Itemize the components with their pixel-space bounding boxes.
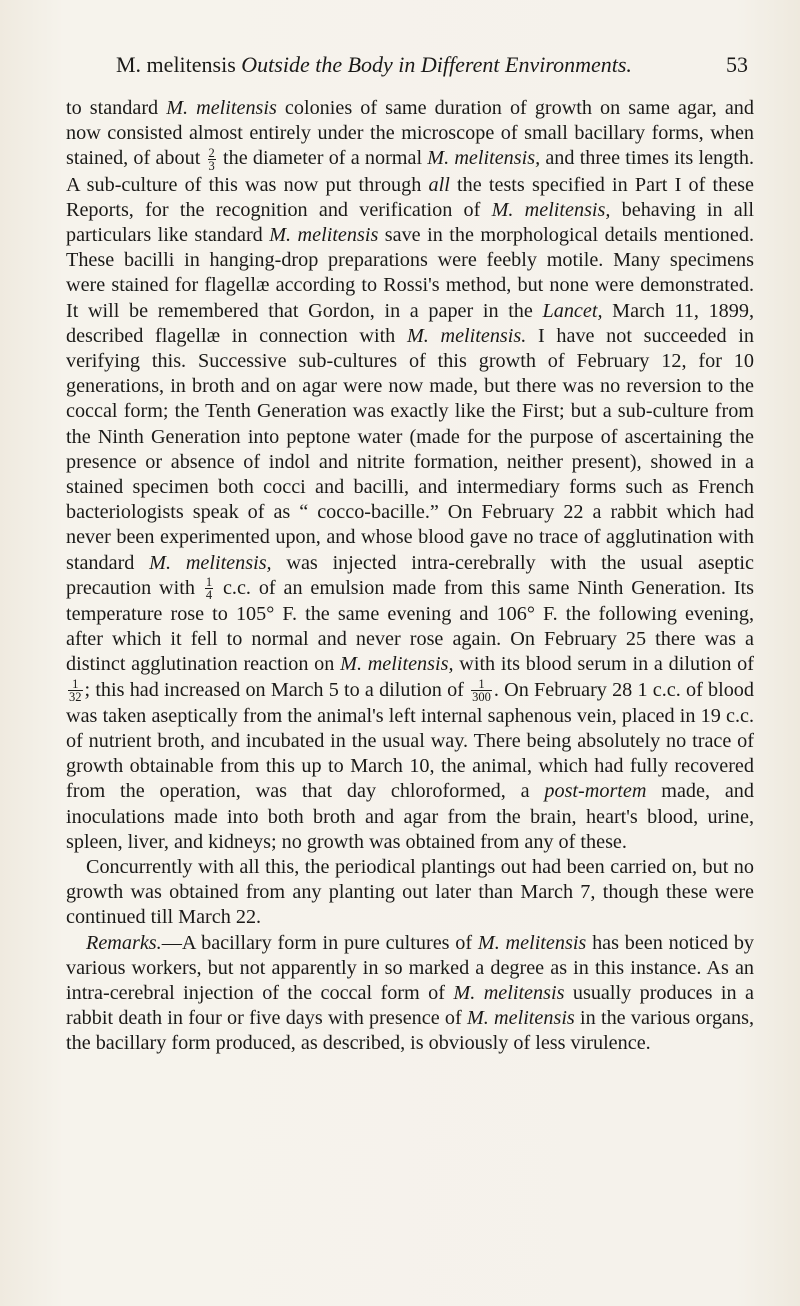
italic-text: M. melitensis: [269, 223, 379, 246]
paragraph-2: [66, 855, 754, 931]
fraction: [471, 678, 492, 704]
fraction-numerator: 1: [471, 678, 492, 692]
text-run: c.c. of an emulsion made from this same Ninth Generation. Its temperature rose to 105° F. the same evening and 106° F. the following evening, after which it fell to normal and never rose again. On February 25 there was a distinct agglutination reaction on: [66, 576, 755, 676]
text-run: . On February 28 1 c.c. of blood was taken aseptically from the animal's left internal saphenous vein, placed in 19 c.c. of nutrient broth, and incubated in the usual way. There being absolutely no trace of growth obtainable from this up to March 10, the animal, which had fully recovered from the operation, was that day chloroformed, a: [66, 678, 754, 803]
fraction-numerator: 1: [205, 574, 213, 589]
text-run: save in the morphological details mentioned. These bacilli in hanging-drop preparations were feebly motile. Many specimens were stained for flagellæ according to Rossi's method, but none were demonstrated. It will be remembered that Gordon, in a paper in the: [66, 223, 754, 322]
italic-text: Lancet,: [542, 299, 603, 322]
fraction: [205, 576, 213, 602]
italic-text: M. melitensis: [453, 981, 565, 1004]
text-run: behaving in all particulars like standard: [66, 198, 754, 246]
text-run: with its blood serum in a dilution of: [453, 653, 754, 676]
fraction-denominator: 300: [472, 690, 491, 705]
text-run: in the various organs, the bacillary form produced, as described, is obviously of less virulence.: [66, 1007, 755, 1055]
text-run: I have not succeeded in verifying this. Successive sub-cultures of this growth of February 12, for 10 generations, in broth and on agar were now made, but there was no reversion to the coccal form; the Tenth Generation was exactly like the First; but a sub-culture from the Ninth Generation into peptone water (made for the purpose of ascertaining the presence or absence of indol and nitrite formation, neither present), showed in a stained specimen both cocci and bacilli, and intermediary forms such as French bacteriologists speak of as “ cocco-bacille.” On February 22 a rabbit which had never been experimented upon, and whose blood gave no trace of agglutination with standard: [66, 324, 754, 574]
page-number: 53: [726, 52, 748, 77]
text-run: Concurrently with all this, the periodical plantings out had been carried on, but no growth was obtained from any planting out later than March 7, though these were continued till March 22.: [66, 855, 754, 929]
fraction-numerator: 1: [68, 678, 83, 692]
fraction: [68, 678, 83, 704]
running-head: [116, 48, 748, 82]
italic-text: M. melitensis,: [149, 551, 272, 574]
text-run: to standard: [66, 97, 167, 119]
paragraph-remarks: [66, 931, 754, 1057]
text-run: —A bacillary form in pure cultures of: [161, 931, 478, 954]
fraction: [208, 147, 216, 173]
text-run: colonies of same duration of growth on same agar, and now consisted almost entirely under the microscope of small bacillary forms, when stained, of about: [66, 97, 754, 170]
italic-text: M. melitensis: [166, 97, 277, 119]
fraction-denominator: 32: [69, 690, 82, 705]
body-text: [66, 96, 754, 1057]
text-run: and three times its length. A sub-culture of this was now put through: [66, 147, 754, 196]
italic-text: M. melitensis: [466, 1007, 575, 1030]
fraction-numerator: 2: [208, 145, 215, 160]
text-run: made, and inoculations made into both broth and agar from the brain, heart's blood, urine, spleen, liver, and kidneys; no growth was obtained from any of these.: [66, 780, 754, 853]
text-run: March 11, 1899, described flagellæ in connection with: [66, 299, 754, 347]
italic-text: Remarks.: [86, 931, 162, 954]
running-title-italic: Outside the Body in Different Environments.: [241, 52, 632, 77]
paragraph-1: [66, 96, 754, 855]
italic-text: all: [428, 173, 450, 196]
running-title-prefix: M. melitensis: [116, 52, 242, 77]
fraction-denominator: 4: [205, 588, 213, 603]
italic-text: M. melitensis,: [427, 147, 541, 170]
italic-text: M. melitensis,: [491, 198, 611, 221]
running-title: [116, 48, 632, 82]
text-run: was injected intra-cerebrally with the usual aseptic precaution with: [66, 551, 754, 599]
italic-text: M. melitensis,: [340, 653, 454, 676]
fraction-denominator: 3: [208, 159, 215, 174]
italic-text: post-mortem: [544, 780, 647, 803]
italic-text: M. melitensis.: [406, 324, 527, 347]
text-run: has been noticed by various workers, but not apparently in so marked a degree as in this instance. As an intra-cerebral injection of the coccal form of: [66, 931, 755, 1004]
italic-text: M. melitensis: [477, 931, 587, 954]
text-run: usually produces in a rabbit death in four or five days with presence of: [66, 981, 754, 1030]
text-run: ; this had increased on March 5 to a dilution of: [84, 678, 470, 701]
text-run: the diameter of a normal: [217, 147, 428, 170]
text-run: the tests specified in Part I of these Reports, for the recognition and verification of: [66, 173, 754, 221]
